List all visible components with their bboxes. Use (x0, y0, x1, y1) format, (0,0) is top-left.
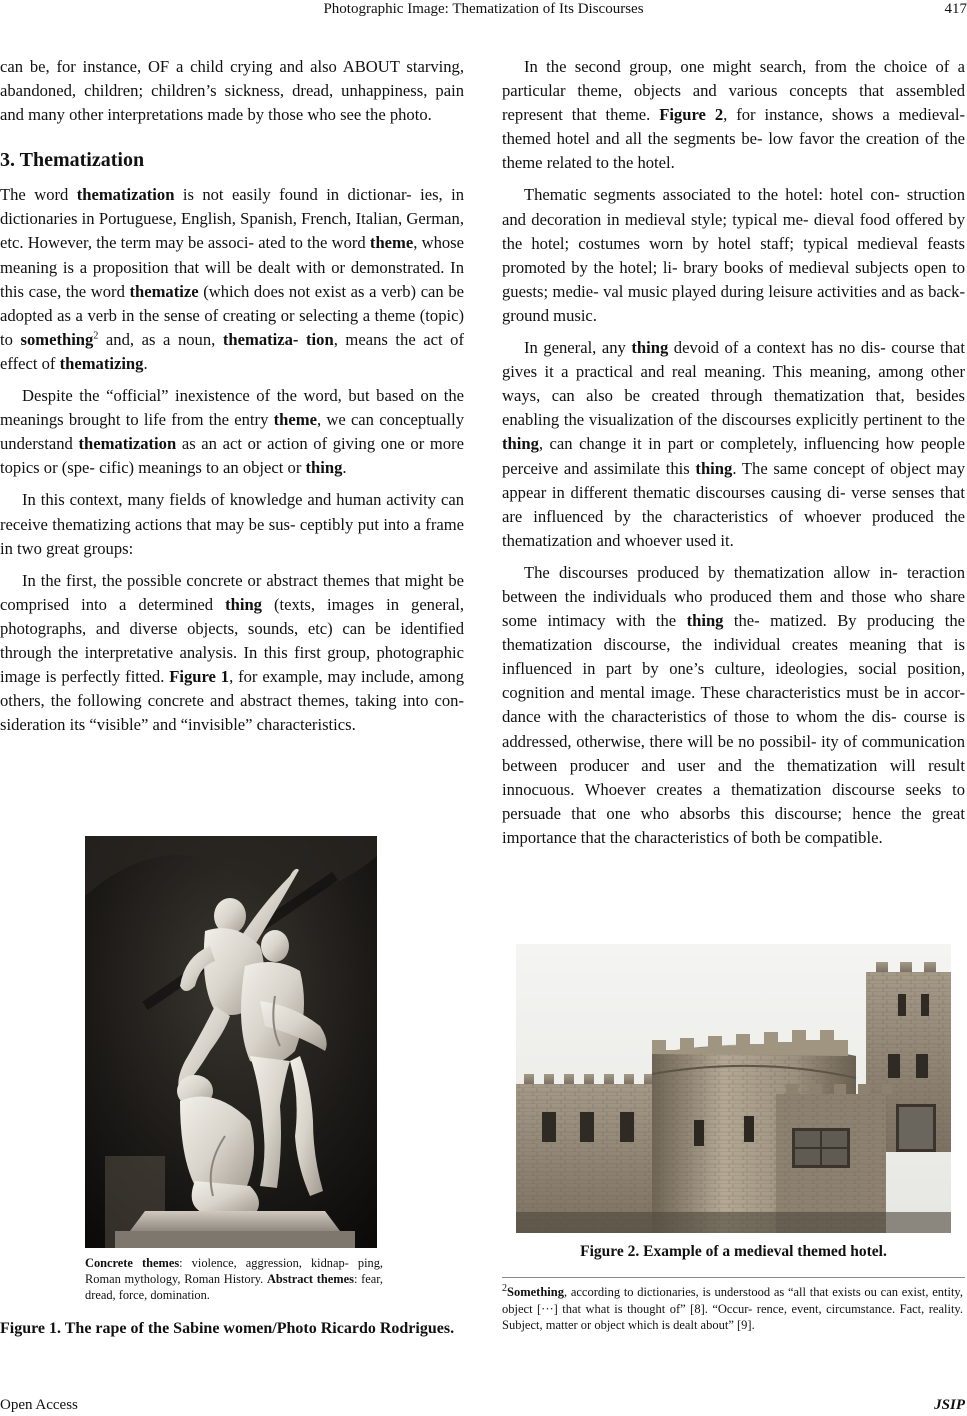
page-number: 417 (944, 1, 967, 17)
figure1-caption: Figure 1. The rape of the Sabine women/Photo Ricardo Rodrigues. (0, 1320, 455, 1337)
figure2-caption: Figure 2. Example of a medieval themed hotel. (580, 1243, 887, 1260)
footnote-divider (502, 1277, 965, 1278)
statue-image (85, 836, 377, 1248)
footer-journal: JSIP (934, 1397, 965, 1413)
section-heading: 3. Thematization (0, 149, 145, 172)
figure-ref[interactable]: Figure 2 (659, 105, 724, 125)
paragraph: In the second group, one might search, from the choice of a particular theme, objects and various concepts that assembled represent that theme. Figure 2, for instance, shows a medieval-themed hotel and all the segments be- low favor the creation of the theme related to the hotel. (502, 57, 965, 173)
paragraph: Thematic segments associated to the hotel: hotel con- struction and decoration in medieval style; typical me- dieval food offered by the hotel; costumes worn by hotel staff; typical medieval feasts promoted by the hotel; li- brary books of medieval subjects open to guests; medie- val music played during leisure activities and as back- ground music. (502, 185, 965, 325)
running-head (0, 1, 967, 23)
right-column (502, 55, 965, 858)
paragraph: In general, any thing devoid of a context has no dis- course that gives it a practical and real meaning. This meaning, among other ways, can also be created through thematization that, besides enabling the visualization of the discourses explicitly pertinent to the thing, can change it in part or completely, influencing how people perceive and assimilate this thing. The same concept of object may appear in different thematic discourses causing di- verse senses that are influenced by the characteristics of whoever produced the thematization and whoever used it. (502, 338, 966, 550)
left-column (0, 55, 464, 745)
figure1-inner-caption: Concrete themes: violence, aggression, kidnap- ping, Roman mythology, Roman History. Abstract themes: fear, dread, force, domination. (85, 1256, 384, 1302)
paragraph: Despite the “official” inexistence of the word, but based on the meanings brought to life from the entry theme, we can conceptually understand thematization as an act or action of giving one or more topics or (spe- cific) meanings to an object or thing. (0, 386, 464, 478)
paragraph: In this context, many fields of knowledge and human activity can receive thematizing actions that may be sus- ceptibly put into a frame in two great groups: (0, 490, 464, 558)
footnote: $^2$Something, according to dictionaries, is understood as “all that exists ou can exist, entity, object [···] that what is thought of” [8]. “Occur- rence, event, circumstance. Fact, reality. Subject, matter or object which is dealt about” [9]. (502, 1282, 963, 1333)
figure-ref[interactable]: Figure 1 (169, 667, 230, 687)
running-title: Photographic Image: Thematization of Its Discourses (323, 1, 644, 17)
figure2-photo (516, 944, 951, 1233)
paragraph: The word thematization is not easily found in dictionar- ies, in dictionaries in Portuguese, English, Spanish, French, Italian, German, etc. However, the term may be associ- ated to the word theme, whose meaning is a proposition that will be dealt with or demonstrated. In this case, the word thematize (which does not exist as a verb) can be adopted as a verb in the sense of creating or selecting a theme (topic) to something$^2$ and, as a noun, thematiza- tion, means the act of effect of thematizing. (0, 185, 465, 373)
footnote-ref[interactable]: 2 (93, 330, 99, 342)
figure1-photo (85, 836, 377, 1248)
paragraph: In the first, the possible concrete or abstract themes that might be comprised into a determined thing (texts, images in general, photographs, and diverse objects, sounds, etc) can be identified through the interpretative analysis. In this first group, photographic image is perfectly fitted. Figure 1, for example, may include, among others, the following concrete and abstract themes, taking into con- sideration its “visible” and “invisible” characteristics. (0, 570, 464, 735)
paragraph: can be, for instance, OF a child crying and also ABOUT starving, abandoned, children; children’s sickness, dread, unhappiness, pain and many other interpretations made by those who see the photo. (0, 57, 464, 125)
paragraph: The discourses produced by thematization allow in- teraction between the individuals who produced them and those who share some intimacy with the thing the- matized. By producing the thematization discourse, the individual creates meaning that is influenced in part by one’s culture, ideologies, social position, cognition and mental image. These characteristics must be in accor- dance with the characteristics of those to whom the dis- course is addressed, otherwise, there will be no possibil- ity of communication between producer and user and the thematization will result innocuous. Whoever creates a thematization discourse seeks to persuade that one who absorbs this discourse; hence the great importance that the characteristics of both be compatible. (502, 562, 965, 847)
footer-open-access: Open Access (0, 1397, 78, 1413)
castle-image (516, 944, 951, 1233)
